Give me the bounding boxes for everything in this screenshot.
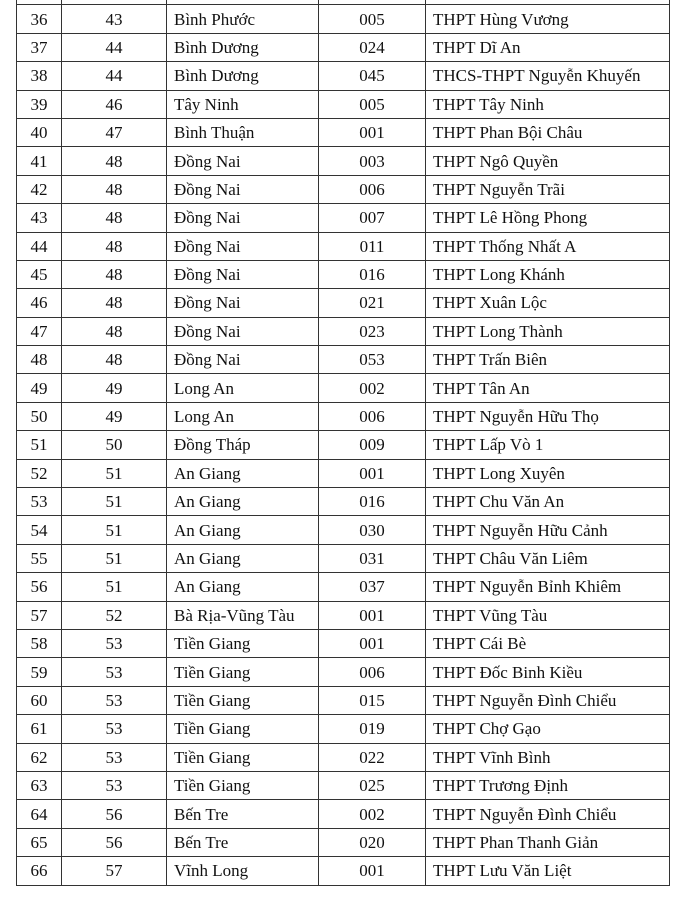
- cell-stt: 53: [17, 488, 62, 516]
- cell-school-code: 001: [319, 459, 426, 487]
- cell-school-name: THPT Vũng Tàu: [426, 601, 670, 629]
- cell-province: Đồng Nai: [167, 175, 319, 203]
- cell-stt: 44: [17, 232, 62, 260]
- cell-province: Bà Rịa-Vũng Tàu: [167, 601, 319, 629]
- cell-school-code: 031: [319, 544, 426, 572]
- cell-school-name: THPT Long Khánh: [426, 260, 670, 288]
- cell-province-code: 57: [62, 857, 167, 885]
- cell-stt: 57: [17, 601, 62, 629]
- cell-stt: 50: [17, 402, 62, 430]
- cell-stt: 59: [17, 658, 62, 686]
- cell-province-code: 56: [62, 800, 167, 828]
- table-row: [17, 346, 670, 374]
- cell-school-name: THPT Tân An: [426, 374, 670, 402]
- cell-school-code: 001: [319, 857, 426, 885]
- cell-school-name: THPT Cái Bè: [426, 629, 670, 657]
- cell-province: Bình Dương: [167, 62, 319, 90]
- cell-province-code: 47: [62, 118, 167, 146]
- cell-province: Tiền Giang: [167, 658, 319, 686]
- cell-stt: 65: [17, 828, 62, 856]
- cell-school-name: THPT Hùng Vương: [426, 5, 670, 33]
- table-row: [17, 33, 670, 61]
- table-row: [17, 459, 670, 487]
- cell-school-code: 020: [319, 828, 426, 856]
- table-row: [17, 62, 670, 90]
- cell-province-code: 49: [62, 374, 167, 402]
- cell-school-name: THPT Trấn Biên: [426, 346, 670, 374]
- cell-school-code: 023: [319, 317, 426, 345]
- cell-stt: 56: [17, 573, 62, 601]
- table-row: [17, 90, 670, 118]
- cell-school-name: THPT Ngô Quyền: [426, 147, 670, 175]
- cell-school-code: 015: [319, 686, 426, 714]
- cell-stt: 41: [17, 147, 62, 175]
- cell-school-name: THPT Nguyễn Bỉnh Khiêm: [426, 573, 670, 601]
- cell-province-code: 48: [62, 289, 167, 317]
- cell-stt: 47: [17, 317, 62, 345]
- table-row: [17, 488, 670, 516]
- cell-stt: 66: [17, 857, 62, 885]
- table-row: [17, 743, 670, 771]
- cell-stt: 52: [17, 459, 62, 487]
- cell-province: Vĩnh Long: [167, 857, 319, 885]
- cell-school-name: THPT Nguyễn Trãi: [426, 175, 670, 203]
- cell-province-code: 53: [62, 743, 167, 771]
- cell-province-code: 44: [62, 62, 167, 90]
- cell-school-name: THPT Lưu Văn Liệt: [426, 857, 670, 885]
- table-body: [17, 0, 670, 885]
- cell-stt: 54: [17, 516, 62, 544]
- cell-school-name: THPT Nguyễn Hữu Thọ: [426, 402, 670, 430]
- cell-stt: 61: [17, 715, 62, 743]
- cell-school-code: 006: [319, 175, 426, 203]
- cell-province-code: 51: [62, 488, 167, 516]
- cell-stt: 63: [17, 771, 62, 799]
- cell-school-name: THPT Đốc Binh Kiều: [426, 658, 670, 686]
- cell-stt: 36: [17, 5, 62, 33]
- cell-province-code: 51: [62, 459, 167, 487]
- cell-province: Bình Thuận: [167, 118, 319, 146]
- cell-province-code: 53: [62, 715, 167, 743]
- cell-stt: 51: [17, 431, 62, 459]
- cell-province-code: 51: [62, 544, 167, 572]
- cell-province-code: 44: [62, 33, 167, 61]
- cell-province-code: 51: [62, 573, 167, 601]
- table-row: [17, 204, 670, 232]
- cell-stt: 62: [17, 743, 62, 771]
- table-row: [17, 402, 670, 430]
- cell-province: An Giang: [167, 516, 319, 544]
- cell-province: Đồng Nai: [167, 317, 319, 345]
- cell-province-code: 53: [62, 629, 167, 657]
- cell-stt: 48: [17, 346, 62, 374]
- table-row: [17, 686, 670, 714]
- cell-province: Bến Tre: [167, 828, 319, 856]
- cell-stt: 43: [17, 204, 62, 232]
- cell-stt: 58: [17, 629, 62, 657]
- cell-province: Đồng Nai: [167, 232, 319, 260]
- cell-province-code: 48: [62, 260, 167, 288]
- cell-school-name: THPT Long Xuyên: [426, 459, 670, 487]
- cell-province: Đồng Nai: [167, 147, 319, 175]
- table-row: [17, 431, 670, 459]
- cell-school-code: 019: [319, 715, 426, 743]
- cell-school-code: 007: [319, 204, 426, 232]
- cell-school-name: THPT Xuân Lộc: [426, 289, 670, 317]
- cell-province-code: 53: [62, 771, 167, 799]
- cell-province-code: 50: [62, 431, 167, 459]
- cell-province-code: 48: [62, 175, 167, 203]
- cell-school-name: THPT Chợ Gạo: [426, 715, 670, 743]
- cell-school-name: THPT Nguyễn Đình Chiểu: [426, 800, 670, 828]
- table-row: [17, 771, 670, 799]
- cell-school-code: 006: [319, 658, 426, 686]
- cell-school-code: 030: [319, 516, 426, 544]
- cell-stt: 64: [17, 800, 62, 828]
- table-row: [17, 629, 670, 657]
- cell-school-code: 002: [319, 374, 426, 402]
- cell-province: Tiền Giang: [167, 686, 319, 714]
- cell-school-name: THPT Lấp Vò 1: [426, 431, 670, 459]
- cell-province-code: 48: [62, 232, 167, 260]
- cell-school-code: 011: [319, 232, 426, 260]
- cell-school-code: 001: [319, 601, 426, 629]
- cell-province-code: 46: [62, 90, 167, 118]
- cell-stt: 49: [17, 374, 62, 402]
- cell-stt: 46: [17, 289, 62, 317]
- table-row: [17, 118, 670, 146]
- cell-province: Long An: [167, 374, 319, 402]
- cell-school-name: THCS-THPT Nguyễn Khuyến: [426, 62, 670, 90]
- table-row: [17, 317, 670, 345]
- schools-table: [16, 0, 670, 886]
- cell-province: Đồng Nai: [167, 289, 319, 317]
- table-row: [17, 175, 670, 203]
- cell-province: Bình Dương: [167, 33, 319, 61]
- cell-province: Đồng Tháp: [167, 431, 319, 459]
- cell-stt: 45: [17, 260, 62, 288]
- table-row: [17, 828, 670, 856]
- table-row: [17, 232, 670, 260]
- table-row: [17, 601, 670, 629]
- cell-school-name: THPT Nguyễn Hữu Cảnh: [426, 516, 670, 544]
- cell-school-code: 001: [319, 118, 426, 146]
- cell-province: Bến Tre: [167, 800, 319, 828]
- cell-school-name: THPT Chu Văn An: [426, 488, 670, 516]
- cell-school-code: 045: [319, 62, 426, 90]
- cell-province-code: 53: [62, 658, 167, 686]
- cell-stt: 38: [17, 62, 62, 90]
- cell-school-code: 016: [319, 488, 426, 516]
- cell-province: Đồng Nai: [167, 260, 319, 288]
- cell-stt: 55: [17, 544, 62, 572]
- cell-province: Tiền Giang: [167, 771, 319, 799]
- cell-province-code: 51: [62, 516, 167, 544]
- cell-school-name: THPT Châu Văn Liêm: [426, 544, 670, 572]
- cell-school-code: 025: [319, 771, 426, 799]
- cell-school-code: 021: [319, 289, 426, 317]
- cell-stt: 39: [17, 90, 62, 118]
- cell-school-name: THPT Vĩnh Bình: [426, 743, 670, 771]
- cell-stt: 60: [17, 686, 62, 714]
- cell-province: Đồng Nai: [167, 204, 319, 232]
- cell-province: An Giang: [167, 459, 319, 487]
- table-row: [17, 573, 670, 601]
- cell-province-code: 48: [62, 346, 167, 374]
- cell-province-code: 52: [62, 601, 167, 629]
- cell-school-code: 024: [319, 33, 426, 61]
- cell-province: An Giang: [167, 544, 319, 572]
- table-row: [17, 5, 670, 33]
- cell-province-code: 43: [62, 5, 167, 33]
- cell-province: Tiền Giang: [167, 715, 319, 743]
- cell-province: Đồng Nai: [167, 346, 319, 374]
- cell-school-code: 002: [319, 800, 426, 828]
- cell-school-code: 001: [319, 629, 426, 657]
- cell-school-code: 016: [319, 260, 426, 288]
- cell-school-code: 009: [319, 431, 426, 459]
- cell-province: Tiền Giang: [167, 629, 319, 657]
- table-row: [17, 658, 670, 686]
- cell-province: Long An: [167, 402, 319, 430]
- table-row: [17, 715, 670, 743]
- cell-school-name: THPT Phan Bội Châu: [426, 118, 670, 146]
- cell-province: Tiền Giang: [167, 743, 319, 771]
- cell-school-code: 003: [319, 147, 426, 175]
- cell-province: An Giang: [167, 488, 319, 516]
- cell-school-name: THPT Nguyễn Đình Chiểu: [426, 686, 670, 714]
- cell-stt: 40: [17, 118, 62, 146]
- cell-school-name: THPT Dĩ An: [426, 33, 670, 61]
- cell-province-code: 56: [62, 828, 167, 856]
- cell-school-code: 022: [319, 743, 426, 771]
- table-row: [17, 544, 670, 572]
- cell-province: Tây Ninh: [167, 90, 319, 118]
- cell-province: Bình Phước: [167, 5, 319, 33]
- cell-province-code: 49: [62, 402, 167, 430]
- cell-province: An Giang: [167, 573, 319, 601]
- cell-school-name: THPT Thống Nhất A: [426, 232, 670, 260]
- cell-school-name: THPT Trương Định: [426, 771, 670, 799]
- cell-school-code: 037: [319, 573, 426, 601]
- cell-stt: 37: [17, 33, 62, 61]
- cell-stt: 42: [17, 175, 62, 203]
- cell-school-name: THPT Tây Ninh: [426, 90, 670, 118]
- table-row: [17, 516, 670, 544]
- table-row: [17, 289, 670, 317]
- table-row: [17, 374, 670, 402]
- cell-school-name: THPT Lê Hồng Phong: [426, 204, 670, 232]
- cell-school-code: 053: [319, 346, 426, 374]
- table-row: [17, 857, 670, 885]
- table-row: [17, 147, 670, 175]
- cell-school-code: 005: [319, 90, 426, 118]
- cell-province-code: 48: [62, 147, 167, 175]
- cell-school-code: 005: [319, 5, 426, 33]
- cell-province-code: 48: [62, 204, 167, 232]
- cell-province-code: 48: [62, 317, 167, 345]
- table-row: [17, 260, 670, 288]
- cell-province-code: 53: [62, 686, 167, 714]
- cell-school-name: THPT Phan Thanh Giản: [426, 828, 670, 856]
- table-row: [17, 800, 670, 828]
- cell-school-name: THPT Long Thành: [426, 317, 670, 345]
- cell-school-code: 006: [319, 402, 426, 430]
